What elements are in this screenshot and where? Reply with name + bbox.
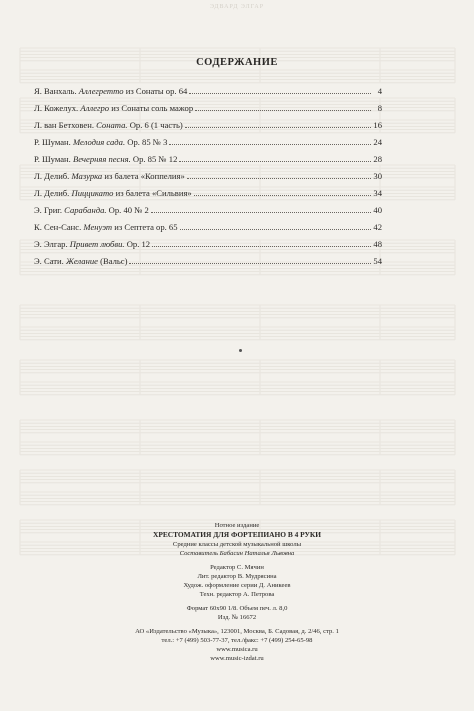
- editor: Редактор С. Мячин: [210, 564, 264, 571]
- toc-entry-text: [34, 154, 178, 165]
- composer: Я. Ванхаль.: [34, 86, 77, 96]
- dot-leader: [194, 195, 371, 196]
- website-link[interactable]: www.musica.ru: [216, 646, 258, 653]
- page-number: 54: [373, 256, 382, 266]
- dot-leader: [180, 229, 371, 230]
- compiler: Составитель Бабасин Наталья Львовна: [179, 550, 295, 557]
- toc-entry[interactable]: [34, 148, 382, 165]
- work-details: Ор. 40 № 2: [106, 205, 149, 215]
- toc-entry-text: [34, 256, 128, 267]
- toc-entry[interactable]: [34, 165, 382, 182]
- toc-title: СОДЕРЖАНИЕ: [196, 57, 278, 68]
- page-dot: [239, 349, 242, 352]
- publisher-phones: тел.: +7 (499) 503-77-37, тел./факс: +7 (499) 254-65-98: [161, 637, 313, 644]
- toc-entry-text: [34, 86, 188, 97]
- composer: Э. Григ.: [34, 205, 62, 215]
- page-number: 28: [373, 154, 382, 164]
- toc-entry[interactable]: [34, 131, 382, 148]
- edition-type: Нотное издание: [214, 522, 260, 529]
- composer: Э. Сати.: [34, 256, 64, 266]
- composer: Л. ван Бетховен.: [34, 120, 94, 130]
- page-number: 40: [373, 205, 382, 215]
- work-title: Привет любви.: [69, 239, 125, 249]
- dot-leader: [152, 246, 371, 247]
- toc-entry[interactable]: [34, 250, 382, 267]
- work-details: Ор. 6 (1 часть): [127, 120, 183, 130]
- page-number: 48: [373, 239, 382, 249]
- work-details: из Септета ор. 65: [112, 222, 178, 232]
- toc-entry[interactable]: [34, 97, 382, 114]
- dot-leader: [129, 263, 371, 264]
- dot-leader: [195, 110, 371, 111]
- page-number: 24: [373, 137, 382, 147]
- work-details: из балета «Сильвия»: [113, 188, 192, 198]
- composer: Р. Шуман.: [34, 137, 71, 147]
- work-title: Менуэт: [83, 222, 113, 232]
- toc-entry-text: [34, 239, 151, 250]
- composer: Э. Элгар.: [34, 239, 68, 249]
- tech-editor: Техн. редактор А. Петрова: [199, 591, 275, 598]
- toc-entry-text: [34, 103, 194, 114]
- page-number: 4: [377, 86, 382, 96]
- work-details: из балета «Коппелия»: [102, 171, 185, 181]
- page-number: 42: [373, 222, 382, 232]
- edition-number: Изд. № 16672: [217, 614, 257, 621]
- toc-entry-text: [34, 222, 179, 233]
- work-title: Мелодия сада.: [72, 137, 126, 147]
- composer: Л. Делиб.: [34, 171, 70, 181]
- work-details: Ор. 85 № 3: [125, 137, 168, 147]
- work-details: (Вальс): [97, 256, 128, 266]
- work-details: Ор. 85 № 12: [130, 154, 178, 164]
- work-details: из Сонаты соль мажор: [109, 103, 194, 113]
- website-link[interactable]: www.music-izdat.ru: [210, 655, 264, 662]
- work-title: Аллегретто: [78, 86, 124, 96]
- work-title: Сарабанда.: [64, 205, 107, 215]
- toc-entry-text: [34, 120, 184, 131]
- dot-leader: [187, 178, 371, 179]
- dot-leader: [185, 127, 371, 128]
- toc-entry-text: [34, 137, 168, 148]
- page-number: 16: [373, 120, 382, 130]
- format-info: Формат 60х90 1/8. Объем печ. л. 8,0: [186, 605, 288, 612]
- ghost-running-header: ЭДВАРД ЭЛГАР: [209, 4, 265, 10]
- toc-entry[interactable]: [34, 199, 382, 216]
- art-editor: Худож. оформление серии Д. Аникеев: [183, 582, 291, 589]
- toc-entry[interactable]: [34, 114, 382, 131]
- work-title: Вечерняя песня.: [72, 154, 131, 164]
- work-title: Желание: [65, 256, 98, 266]
- dot-leader: [151, 212, 371, 213]
- toc-entry-text: [34, 188, 193, 199]
- book-title: ХРЕСТОМАТИЯ ДЛЯ ФОРТЕПИАНО В 4 РУКИ: [152, 530, 321, 539]
- toc-entry-text: [34, 205, 150, 216]
- composer: Л. Делиб.: [34, 188, 70, 198]
- toc-entry-text: [34, 171, 186, 182]
- composer: К. Сен-Санс.: [34, 222, 82, 232]
- page-number: 34: [373, 188, 382, 198]
- page-number: 8: [377, 103, 382, 113]
- table-of-contents: [34, 80, 382, 267]
- imprint-block: [0, 521, 474, 663]
- work-title: Соната.: [96, 120, 128, 130]
- composer: Р. Шуман.: [34, 154, 71, 164]
- toc-entry[interactable]: [34, 80, 382, 97]
- work-title: Мазурка: [71, 171, 103, 181]
- dot-leader: [189, 93, 371, 94]
- toc-entry[interactable]: [34, 233, 382, 250]
- lit-editor: Лит. редактор В. Мудрясина: [197, 573, 277, 580]
- dot-leader: [169, 144, 371, 145]
- work-title: Пиццикато: [71, 188, 114, 198]
- book-subtitle: Средние классы детской музыкальной школы: [172, 541, 302, 548]
- publisher-address: АО «Издательство «Музыка», 123001, Москва, Б. Садовая, д. 2/46, стр. 1: [135, 628, 339, 635]
- work-title: Аллегро: [80, 103, 110, 113]
- work-details: Ор. 12: [124, 239, 151, 249]
- toc-entry[interactable]: [34, 216, 382, 233]
- page-number: 30: [373, 171, 382, 181]
- dot-leader: [179, 161, 371, 162]
- toc-entry[interactable]: [34, 182, 382, 199]
- work-details: из Сонаты ор. 64: [123, 86, 188, 96]
- composer: Л. Кожелух.: [34, 103, 79, 113]
